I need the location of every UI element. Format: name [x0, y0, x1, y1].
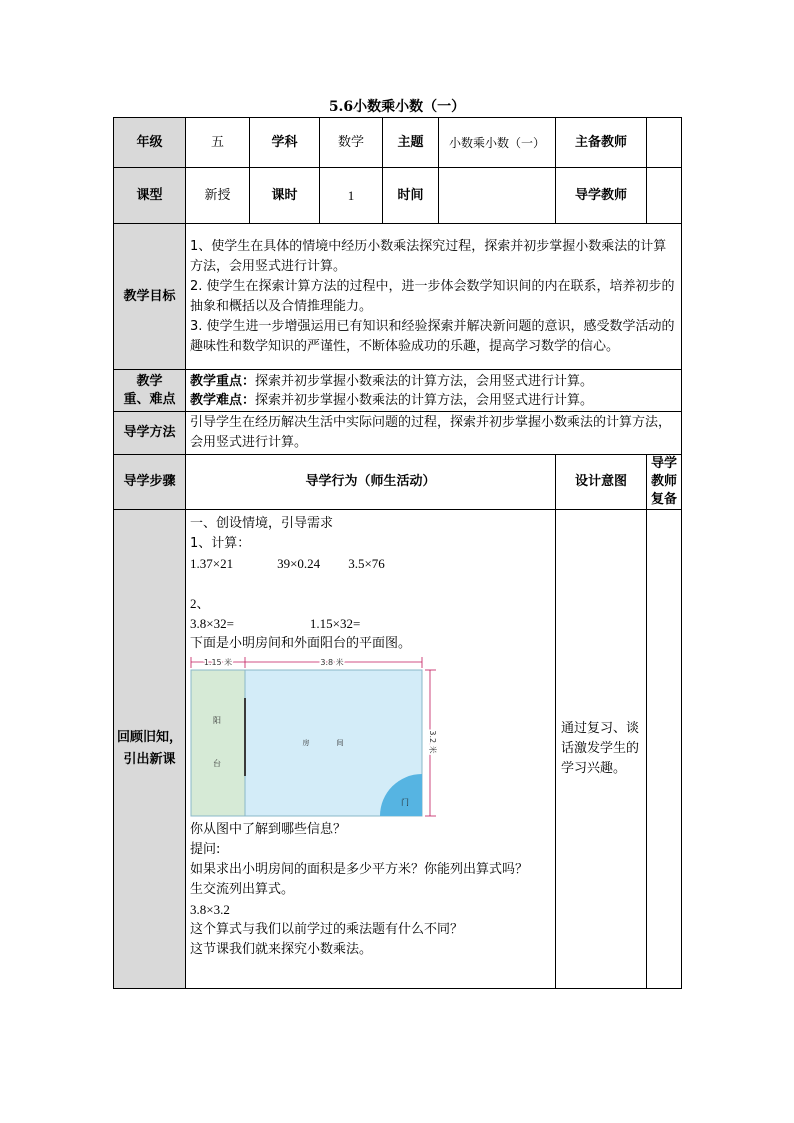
calc-item-2: 39×0.24: [277, 556, 321, 571]
type-label: 课型: [114, 168, 186, 224]
floor-plan: [190, 656, 440, 818]
period-value: 1: [320, 168, 383, 224]
header-intent: 设计意图: [556, 455, 647, 510]
plan-intro: 下面是小明房间和外面阳台的平面图。: [190, 636, 412, 651]
key-points-row: [114, 370, 682, 412]
subject-value: 数学: [320, 118, 383, 168]
method-text: 引导学生在经历解决生活中实际问题的过程，探索并初步掌握小数乘法的计算方法，会用竖式进行计算。: [186, 412, 682, 455]
item2-expr-2: 1.15×32=: [309, 616, 361, 631]
difficulty-line: [190, 391, 677, 410]
calc-item-1: 1.37×21: [190, 556, 234, 571]
objectives-content: [186, 224, 682, 370]
room-height-label: 3.2 米: [428, 730, 437, 754]
objective-3: 3. 使学生进一步增强运用已有知识和经验探索并解决新问题的意识，感受数学活动的趣味性和数学知识的严谨性，不断体验成功的乐趣，提高学习数学的信心。: [190, 318, 675, 354]
difficulty-label: 教学难点：: [190, 392, 256, 408]
calc-items: [190, 554, 551, 574]
period-label: 课时: [250, 168, 320, 224]
page-title: 5.6小数乘小数（一）: [328, 99, 466, 115]
header-activities: 导学行为（师生活动）: [186, 455, 556, 510]
balcony-width-label: 1.15 米: [203, 658, 233, 667]
info-question: 你从图中了解到哪些信息？: [190, 822, 347, 837]
header-prep: 导学教师复备: [647, 455, 682, 510]
focus-label: 教学重点：: [190, 373, 256, 389]
subject-label: 学科: [250, 118, 320, 168]
calc-item-3: 3.5×76: [348, 556, 385, 571]
time-value: [439, 168, 556, 224]
section-prep: [647, 510, 682, 989]
objective-1: 1、使学生在具体的情境中经历小数乘法探究过程，探索并初步掌握小数乘法的计算方法，会用竖式进行计算。: [190, 238, 667, 274]
lead-teacher-value: [647, 118, 682, 168]
student-exchange: 生交流列出算式。: [190, 882, 295, 897]
key-points-content: [186, 370, 682, 412]
room-width-label: 3.8 米: [320, 658, 344, 667]
method-label: 导学方法: [114, 412, 186, 455]
guide-teacher-label: 导学教师: [556, 168, 647, 224]
door-label: 门: [401, 798, 409, 807]
grade-label: 年级: [114, 118, 186, 168]
section-heading: 一、创设情境，引导需求: [190, 516, 334, 531]
item2-label: 2、: [190, 596, 210, 611]
method-row: [114, 412, 682, 455]
grade-value: 五: [186, 118, 250, 168]
section-row: [114, 510, 682, 989]
type-value: 新授: [186, 168, 250, 224]
objectives-label: 教学目标: [114, 224, 186, 370]
header-steps: 导学步骤: [114, 455, 186, 510]
key-points-label: 教学 重、难点: [114, 370, 186, 412]
lead-teacher-label: 主备教师: [556, 118, 647, 168]
section-intent: 通过复习、谈话激发学生的学习兴趣。: [556, 510, 647, 989]
area-formula: 3.8×3.2: [190, 902, 230, 917]
calc-label: 1、计算：: [190, 536, 251, 551]
balcony-char-1: 阳: [213, 716, 221, 725]
lesson-intro: 这节课我们就来探究小数乘法。: [190, 942, 373, 957]
area-question: 如果求出小明房间的面积是多少平方米？你能列出算式吗？: [190, 862, 529, 877]
guide-teacher-value: [647, 168, 682, 224]
section-activities: [186, 510, 556, 989]
section-step-label: 回顾旧知，引出新课: [114, 510, 186, 989]
topic-value: 小数乘小数（一）: [439, 118, 556, 168]
lesson-plan-table: [113, 117, 682, 989]
item2-expr-1: 3.8×32=: [190, 616, 234, 631]
time-label: 时间: [383, 168, 439, 224]
topic-label: 主题: [383, 118, 439, 168]
prompt-label: 提问:: [190, 842, 221, 857]
focus-text: 探索并初步掌握小数乘法的计算方法，会用竖式进行计算。: [255, 373, 594, 389]
info-row-1: [114, 118, 682, 168]
item2-exprs: [190, 614, 551, 634]
room-char-2: 间: [336, 739, 344, 747]
objective-2: 2. 使学生在探索计算方法的过程中，进一步体会数学知识间的内在联系，培养初步的抽象和概括以及合情推理能力。: [190, 278, 675, 314]
info-row-2: [114, 168, 682, 224]
room-char-1: 房: [302, 739, 310, 747]
balcony-area: [191, 670, 245, 816]
difference-question: 这个算式与我们以前学过的乘法题有什么不同？: [190, 922, 464, 937]
balcony-char-2: 台: [213, 759, 221, 768]
focus-line: [190, 372, 677, 391]
difficulty-text: 探索并初步掌握小数乘法的计算方法，会用竖式进行计算。: [255, 392, 594, 408]
objectives-row: [114, 224, 682, 370]
steps-header-row: [114, 455, 682, 510]
